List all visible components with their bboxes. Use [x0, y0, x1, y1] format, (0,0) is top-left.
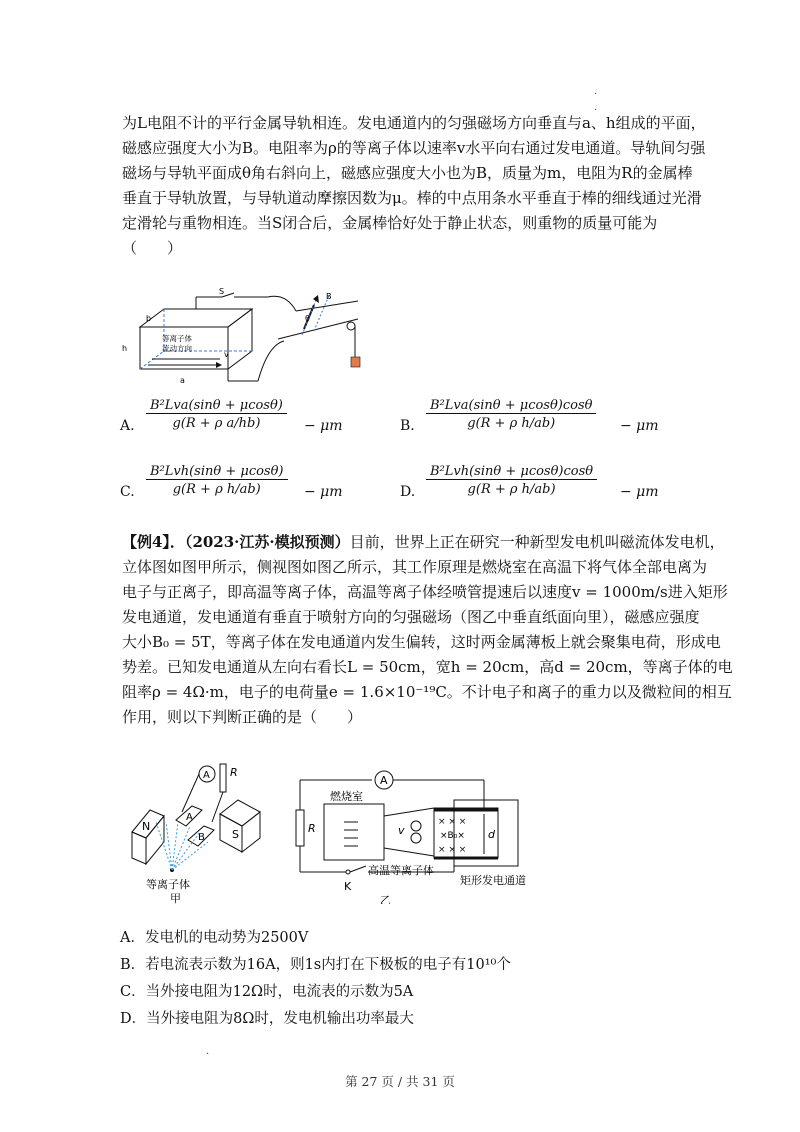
v-label: v — [224, 350, 229, 359]
numerator: B²Lvh(sinθ + μcosθ) — [146, 464, 288, 480]
option-2d: D．当外接电阻为8Ω时，发电机输出功率最大 — [120, 1011, 414, 1027]
example-line: 阻率ρ = 4Ω·m，电子的电荷量e = 1.6×10⁻¹⁹C。不计电子和离子的重力以及微粒间的相互 — [122, 683, 732, 701]
switch-k-label: K — [344, 880, 352, 893]
a-label: a — [180, 376, 185, 385]
hot-plasma-label: 高温等离子体 — [368, 864, 434, 877]
plasma-label-jia: 等离子体 — [146, 878, 190, 891]
figure-jia — [120, 752, 280, 904]
h-label: h — [122, 344, 128, 353]
fraction — [146, 464, 288, 497]
denominator: g(R + ρ a/hb) — [172, 416, 261, 431]
intro-line: 为L电阻不计的平行金属导轨相连。发电通道内的匀强磁场方向垂直与a、h组成的平面， — [122, 114, 706, 132]
theta-label: θ — [305, 314, 310, 323]
burner-label: 燃烧室 — [330, 790, 363, 803]
example-line: 立体图如图甲所示，侧视图如图乙所示，其工作原理是燃烧室在高温下将气体全部电离为 — [122, 558, 708, 576]
plasma-label: 等离子体 — [162, 334, 192, 343]
denominator: g(R + ρ h/ab) — [467, 416, 556, 431]
option-label: B. — [400, 418, 415, 434]
ammeter-label: A — [203, 770, 210, 781]
svg-text:× × ×: × × × — [438, 845, 467, 855]
example-line: 势差。已知发电通道从左向右看长L = 50cm，宽h = 20cm，高d = 20cm，等离子体的电 — [122, 658, 733, 676]
flow-direction-label: 流动方向 — [162, 344, 192, 353]
denominator: g(R + ρ h/ab) — [467, 482, 556, 497]
caption-yi: 乙 — [380, 894, 391, 904]
b0-label: ×B₀× — [440, 831, 465, 841]
example-line — [122, 530, 725, 555]
velocity-label: v — [398, 824, 405, 837]
example-line: 电子与正离子，即高温等离子体，高温等离子体经喷管提速后以速度v = 1000m/s进入矩形 — [122, 583, 728, 601]
scan-mark: . — [594, 86, 598, 97]
svg-text:× × ×: × × × — [438, 817, 467, 827]
option-label: C. — [120, 484, 135, 500]
plate-a-label: A — [186, 812, 193, 823]
channel-label: 矩形发电通道 — [460, 874, 526, 887]
option-label: A. — [120, 418, 135, 434]
fraction-tail: − μm — [304, 484, 343, 500]
figure-generator-rails — [118, 285, 378, 393]
option-2b: B．若电流表示数为16A，则1s内打在下极板的电子有10¹⁰个 — [120, 957, 511, 973]
numerator: B²Lvh(sinθ + μcosθ)cosθ — [426, 464, 597, 480]
switch-label: S — [219, 287, 225, 296]
intro-line: （ ） — [122, 239, 183, 257]
d-label: d — [488, 828, 495, 841]
b-dim-label: b — [146, 314, 152, 323]
plate-b-label: B — [198, 832, 205, 843]
b-field-label: B — [326, 292, 332, 301]
ammeter2-label: A — [380, 774, 388, 787]
intro-line: 磁感应强度大小为B。电阻率为ρ的等离子体以速率v水平向右通过发电通道。导轨间匀强 — [122, 139, 706, 157]
figure-yi — [288, 748, 568, 904]
example-4 — [122, 530, 733, 730]
numerator: B²Lva(sinθ + μcosθ) — [146, 398, 287, 414]
intro-paragraph — [122, 111, 706, 261]
option-label: D. — [400, 484, 416, 500]
option-2a: A．发电机的电动势为2500V — [120, 930, 309, 946]
denominator: g(R + ρ h/ab) — [172, 482, 261, 497]
caption-jia: 甲 — [170, 892, 181, 904]
fraction-tail: − μm — [620, 484, 659, 500]
resistor2-label: R — [308, 822, 316, 835]
fraction — [426, 464, 597, 497]
example-text: 目前，世界上正在研究一种新型发电机叫磁流体发电机， — [349, 533, 725, 551]
fraction-tail: − μm — [304, 418, 343, 434]
option-2c: C．当外接电阻为12Ω时，电流表的示数为5A — [120, 984, 414, 1000]
page-footer: 第 27 页 / 共 31 页 — [345, 1074, 455, 1089]
intro-line: 定滑轮与重物相连。当S闭合后，金属棒恰好处于静止状态，则重物的质量可能为 — [122, 214, 658, 232]
example-line: 大小B₀ = 5T，等离子体在发电通道内发生偏转，这时两金属薄板上就会聚集电荷，形成电 — [122, 633, 721, 651]
fraction — [146, 398, 287, 431]
scan-mark: . — [594, 102, 598, 113]
resistor-label: R — [230, 766, 238, 779]
fraction — [426, 398, 596, 431]
magnet-s-label: S — [232, 828, 239, 841]
example-line: 发电通道，发电通道有垂直于喷射方向的匀强磁场（图乙中垂直纸面向里），磁感应强度 — [122, 608, 700, 626]
fraction-tail: − μm — [620, 418, 659, 434]
options-group-2 — [120, 926, 511, 1031]
example-line: 作用，则以下判断正确的是（ ） — [122, 708, 363, 726]
intro-line: 垂直于导轨放置，与导轨道动摩擦因数为μ。棒的中点用条水平垂直于棒的细线通过光滑 — [122, 189, 702, 207]
example-heading: 【例4】．（2023·江苏·模拟预测） — [122, 533, 350, 551]
numerator: B²Lva(sinθ + μcosθ)cosθ — [426, 398, 596, 414]
scan-mark: . — [206, 1046, 210, 1057]
magnet-n-label: N — [142, 820, 151, 833]
intro-line: 磁场与导轨平面成θ角右斜向上，磁感应强度大小也为B，质量为m，电阻为R的金属棒 — [122, 164, 693, 182]
